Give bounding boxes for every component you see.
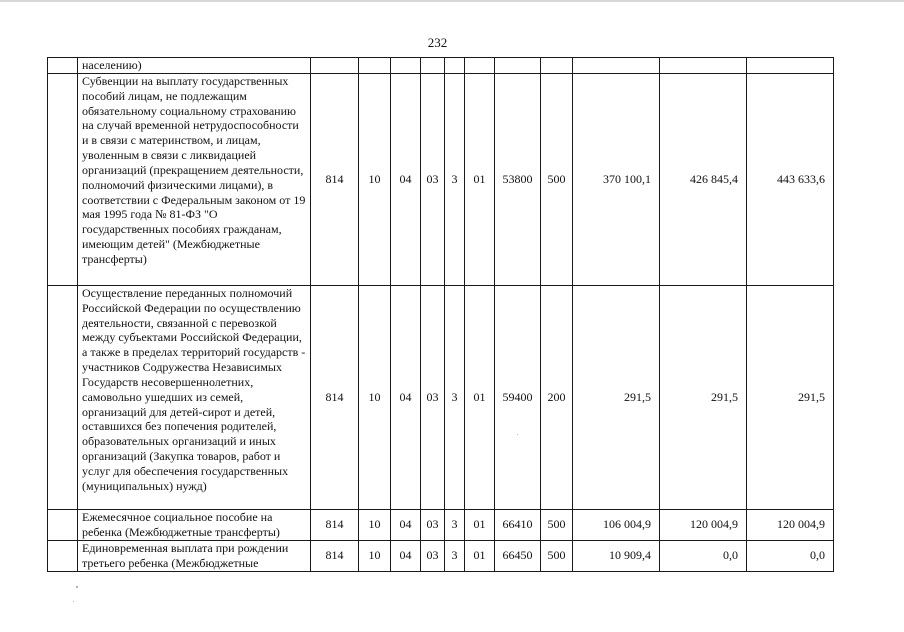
section-code: 10 xyxy=(359,285,391,509)
row-name: населению) xyxy=(78,58,311,74)
amount-year-1: 10 909,4 xyxy=(573,540,660,571)
direction-code: 66410 xyxy=(495,509,541,540)
direction-code xyxy=(495,58,541,74)
scan-speck xyxy=(517,434,518,435)
amount-year-2: 0,0 xyxy=(660,540,747,571)
ministry-code: 814 xyxy=(311,540,359,571)
event-code: 01 xyxy=(465,285,495,509)
scan-speck xyxy=(76,586,78,588)
section-code xyxy=(359,58,391,74)
expense-type-code: 500 xyxy=(541,509,573,540)
subprogram-code: 3 xyxy=(445,73,465,285)
amount-year-2: 426 845,4 xyxy=(660,73,747,285)
page-number: 232 xyxy=(427,35,448,50)
budget-table xyxy=(47,57,834,572)
expense-type-code xyxy=(541,58,573,74)
event-code xyxy=(465,58,495,74)
program-code: 03 xyxy=(421,509,445,540)
ministry-code: 814 xyxy=(311,73,359,285)
amount-year-3 xyxy=(747,58,834,74)
amount-year-3: 291,5 xyxy=(747,285,834,509)
page-top-edge xyxy=(0,0,904,2)
table-row xyxy=(48,285,834,509)
amount-year-1: 370 100,1 xyxy=(573,73,660,285)
table-row xyxy=(48,73,834,285)
row-name: Единовременная выплата при рождении третьего ребенка (Межбюджетные xyxy=(78,540,311,571)
program-code: 03 xyxy=(421,285,445,509)
amount-year-2: 120 004,9 xyxy=(660,509,747,540)
table-row xyxy=(48,58,834,74)
subsection-code: 04 xyxy=(391,509,421,540)
ministry-code: 814 xyxy=(311,509,359,540)
program-code xyxy=(421,58,445,74)
expense-type-code: 200 xyxy=(541,285,573,509)
amount-year-2: 291,5 xyxy=(660,285,747,509)
expense-type-code: 500 xyxy=(541,540,573,571)
subsection-code: 04 xyxy=(391,73,421,285)
subprogram-code xyxy=(445,58,465,74)
amount-year-1 xyxy=(573,58,660,74)
row-name: Осуществление переданных полномочий Российской Федерации по осуществлению деятельности, связанной с перевозкой между субъектами Российской Федерации, а также в пределах территорий государств - участников Содружества Независимых Государств несовершеннолетних, самовольно ушедших из семей, организаций для детей-сирот и детей, оставшихся без попечения родителей, образовательных организаций и иных организаций (Закупка товаров, работ и услуг для обеспечения государственных (муниципальных) нужд) xyxy=(78,285,311,509)
subprogram-code: 3 xyxy=(445,285,465,509)
row-name: Ежемесячное социальное пособие на ребенка (Межбюджетные трансферты) xyxy=(78,509,311,540)
expense-type-code: 500 xyxy=(541,73,573,285)
subsection-code xyxy=(391,58,421,74)
amount-year-1: 106 004,9 xyxy=(573,509,660,540)
amount-year-1: 291,5 xyxy=(573,285,660,509)
row-name: Субвенции на выплату государственных пособий лицам, не подлежащим обязательному социальному страхованию на случай временной нетрудоспособности и в связи с материнством, и лицам, уволенным в связи с ликвидацией организаций (прекращением деятельности, полномочий физическими лицами), в соответствии с Федеральным законом от 19 мая 1995 года № 81-ФЗ "О государственных пособиях гражданам, имеющим детей" (Межбюджетные трансферты) xyxy=(78,73,311,285)
subsection-code: 04 xyxy=(391,540,421,571)
direction-code: 53800 xyxy=(495,73,541,285)
event-code: 01 xyxy=(465,509,495,540)
section-code: 10 xyxy=(359,509,391,540)
table-cell xyxy=(48,73,78,285)
table-cell xyxy=(48,58,78,74)
amount-year-3: 0,0 xyxy=(747,540,834,571)
section-code: 10 xyxy=(359,73,391,285)
event-code: 01 xyxy=(465,73,495,285)
subprogram-code: 3 xyxy=(445,540,465,571)
table-cell xyxy=(48,540,78,571)
ministry-code xyxy=(311,58,359,74)
event-code: 01 xyxy=(465,540,495,571)
table-row xyxy=(48,509,834,540)
ministry-code: 814 xyxy=(311,285,359,509)
section-code: 10 xyxy=(359,540,391,571)
subsection-code: 04 xyxy=(391,285,421,509)
subprogram-code: 3 xyxy=(445,509,465,540)
amount-year-3: 120 004,9 xyxy=(747,509,834,540)
table-row xyxy=(48,540,834,571)
amount-year-2 xyxy=(660,58,747,74)
program-code: 03 xyxy=(421,73,445,285)
direction-code: 66450 xyxy=(495,540,541,571)
table-cell xyxy=(48,509,78,540)
scan-speck xyxy=(73,601,74,602)
program-code: 03 xyxy=(421,540,445,571)
amount-year-3: 443 633,6 xyxy=(747,73,834,285)
table-cell xyxy=(48,285,78,509)
direction-code: 59400 xyxy=(495,285,541,509)
